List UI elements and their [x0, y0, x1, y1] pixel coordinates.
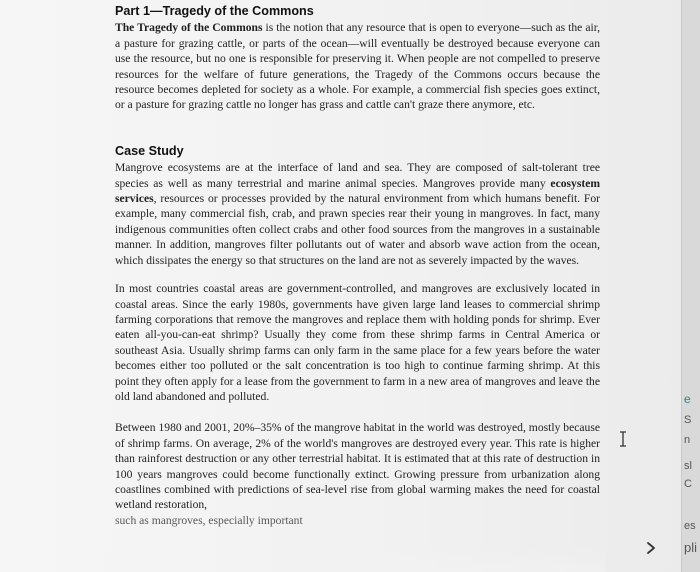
i-beam-cursor-icon — [618, 431, 628, 447]
side-fragment: e — [684, 392, 691, 406]
intro-text: is the notion that any resource that is open to everyone—such as the air, a pasture for grazing cattle, or parts of the ocean—will eventually be destroyed because everyone can use the resource, but no one is responsible for preserving it. When people are not compelled to preserve resources for the welfare of future generations, the Tragedy of the Commons occurs because the resource becomes depleted for society as a whole. For example, a commercial fish species goes extinct, or a pasture for grazing cattle no longer has grass and cattle can't graze there anymore, etc. — [115, 21, 600, 112]
case-p1-text-a: Mangrove ecosystems are at the interface of land and sea. They are composed of salt-tolerant tree species as well as many terrestrial and marine animal species. Mangroves provide many — [115, 161, 600, 190]
case-paragraph-1 — [115, 160, 600, 268]
bottom-fade — [105, 548, 605, 572]
intro-lead-term: The Tragedy of the Commons — [115, 21, 263, 35]
case-paragraph-3-cutoff: such as mangroves, especially important — [115, 513, 303, 527]
adjacent-page-strip — [681, 0, 700, 572]
side-fragment: n — [684, 434, 691, 446]
case-paragraph-3: Between 1980 and 2001, 20%–35% of the mangrove habitat in the world was destroyed, mostly because of shrimp farms. On average, 2% of the world's mangroves are destroyed every year. This rate is higher than rainforest destruction or any other terrestrial habitat. It is estimated that at this rate of destruction in 100 years mangroves could become functionally extinct. Growing pressure from urbanization along coastlines combined with predictions of sea-level rise from global warming makes the need for coastal wetland restoration, — [115, 421, 600, 512]
chevron-right-icon[interactable] — [643, 540, 659, 556]
side-fragment: S — [684, 414, 692, 426]
document-text-column — [115, 4, 600, 528]
side-fragment: pli — [684, 540, 698, 555]
case-paragraph-2: In most countries coastal areas are government-controlled, and mangroves are exclusively located in coastal areas. Since the early 1980s, governments have given large land leases to commercial shrimp farming corporations that remove the mangroves and replace them with holding ponds for shrimp. Ever eaten all-you-can-eat shrimp? Usually they come from these shrimp farms in Central America or southeast Asia. Usually shrimp farms can only farm in the same place for a few years before the water becomes either too polluted or the salt concentration is too high to continue farming shrimp. At this point they often apply for a lease from the government to farm in a new area of mangroves and leave the old land abandoned and polluted. — [115, 282, 600, 403]
case-study-heading: Case Study — [115, 143, 184, 158]
intro-paragraph — [115, 20, 600, 112]
part-heading: Part 1—Tragedy of the Commons — [115, 4, 314, 18]
side-fragment: sl — [684, 460, 692, 472]
side-fragment: C — [684, 478, 692, 490]
side-fragment: es — [684, 520, 696, 532]
ecosystem-services-term: ecosystem services — [115, 176, 600, 206]
case-p1-text-b: , resources or processes provided by the natural environment from which humans benefit. For example, many commercial fish, crab, and prawn species rear their young in mangroves. In fact, many indigenous communities often collect crabs and other food sources from the mangroves in a sustainable manner. In addition, mangroves filter pollutants out of water and absorb wave action from the ocean, which dissipates the energy so that structures on the land are not as severely impacted by the waves. — [115, 192, 600, 267]
